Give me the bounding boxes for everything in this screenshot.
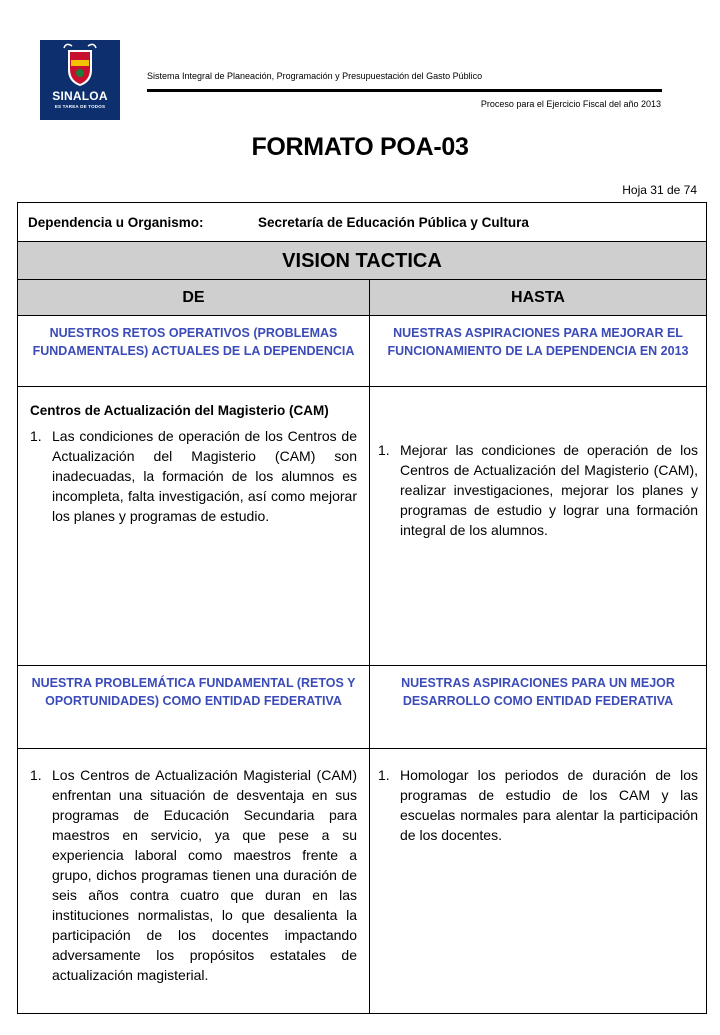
document-title: FORMATO POA-03 bbox=[251, 133, 469, 161]
logo-name: SINALOA bbox=[52, 89, 108, 103]
block1-right-cell bbox=[370, 387, 706, 665]
block2-left-cell bbox=[18, 749, 370, 1013]
block2-content-row bbox=[18, 749, 706, 1013]
block1-header-row bbox=[18, 316, 706, 387]
item-number: 1. bbox=[378, 767, 390, 783]
item-number: 1. bbox=[30, 428, 42, 444]
block1-content-row bbox=[18, 387, 706, 666]
block2-right-header: NUESTRAS ASPIRACIONES PARA UN MEJOR DESARROLLO COMO ENTIDAD FEDERATIVA bbox=[401, 676, 675, 708]
dependency-label: Dependencia u Organismo: bbox=[28, 215, 204, 230]
dependency-value: Secretaría de Educación Pública y Cultura bbox=[258, 215, 529, 230]
item-text: Las condiciones de operación de los Centros de Actualización del Magisterio (CAM) son inadecuadas, la formación de los alumnos es incompleta, falta investigación, así como mejorar los planes y programas de estudio. bbox=[52, 428, 357, 524]
block1-left-cell bbox=[18, 387, 370, 665]
block1-left-header: NUESTROS RETOS OPERATIVOS (PROBLEMAS FUNDAMENTALES) ACTUALES DE LA DEPENDENCIA bbox=[18, 316, 370, 386]
system-title: Sistema Integral de Planeación, Programación y Presupuestación del Gasto Público bbox=[147, 71, 483, 81]
column-header-de: DE bbox=[18, 280, 370, 315]
column-header-hasta: HASTA bbox=[511, 289, 565, 306]
list-item bbox=[378, 765, 698, 845]
section-title: VISION TACTICA bbox=[18, 242, 706, 280]
item-text: Homologar los periodos de duración de los programas de estudio de los CAM y las escuelas normales para alentar la participación de los docentes. bbox=[400, 767, 698, 843]
logo-tagline: ES TAREA DE TODOS bbox=[54, 104, 106, 109]
sinaloa-logo bbox=[40, 40, 120, 120]
list-item bbox=[30, 765, 357, 985]
vision-tactica-table bbox=[17, 202, 707, 1014]
item-number: 1. bbox=[378, 442, 390, 458]
list-item bbox=[378, 440, 698, 540]
dependency-row bbox=[18, 203, 706, 242]
block2-left-header: NUESTRA PROBLEMÁTICA FUNDAMENTAL (RETOS Y OPORTUNIDADES) COMO ENTIDAD FEDERATIVA bbox=[18, 666, 370, 748]
header-divider bbox=[147, 89, 662, 92]
block1-right-header: NUESTRAS ASPIRACIONES PARA MEJORAR EL FUNCIONAMIENTO DE LA DEPENDENCIA EN 2013 bbox=[387, 326, 689, 358]
block1-left-title: Centros de Actualización del Magisterio (CAM) bbox=[30, 403, 329, 418]
item-number: 1. bbox=[30, 767, 42, 783]
block2-right-cell bbox=[370, 749, 706, 1013]
item-text: Los Centros de Actualización Magisterial (CAM) enfrentan una situación de desventaja en sus programas de Educación Secundaria para maestros en servicio, ya que pese a su experiencia laboral como maestros frente a grupo, dichos programas tienen una duración de seis años contra cuatro que duran en las instituciones normalistas, lo que desalienta la participación de los docentes impactando adversamente los propósitos estatales de actualización magisterial. bbox=[52, 767, 357, 983]
process-label: Proceso para el Ejercicio Fiscal del año 2013 bbox=[480, 99, 661, 109]
list-item bbox=[30, 426, 357, 526]
block2-header-row bbox=[18, 666, 706, 749]
column-header-row bbox=[18, 280, 706, 316]
item-text: Mejorar las condiciones de operación de los Centros de Actualización del Magisterio (CAM), realizar investigaciones, mejorar los planes y programas de estudio y lograr una formación integral de los alumnos. bbox=[400, 442, 698, 538]
page-number: Hoja 31 de 74 bbox=[622, 183, 697, 197]
